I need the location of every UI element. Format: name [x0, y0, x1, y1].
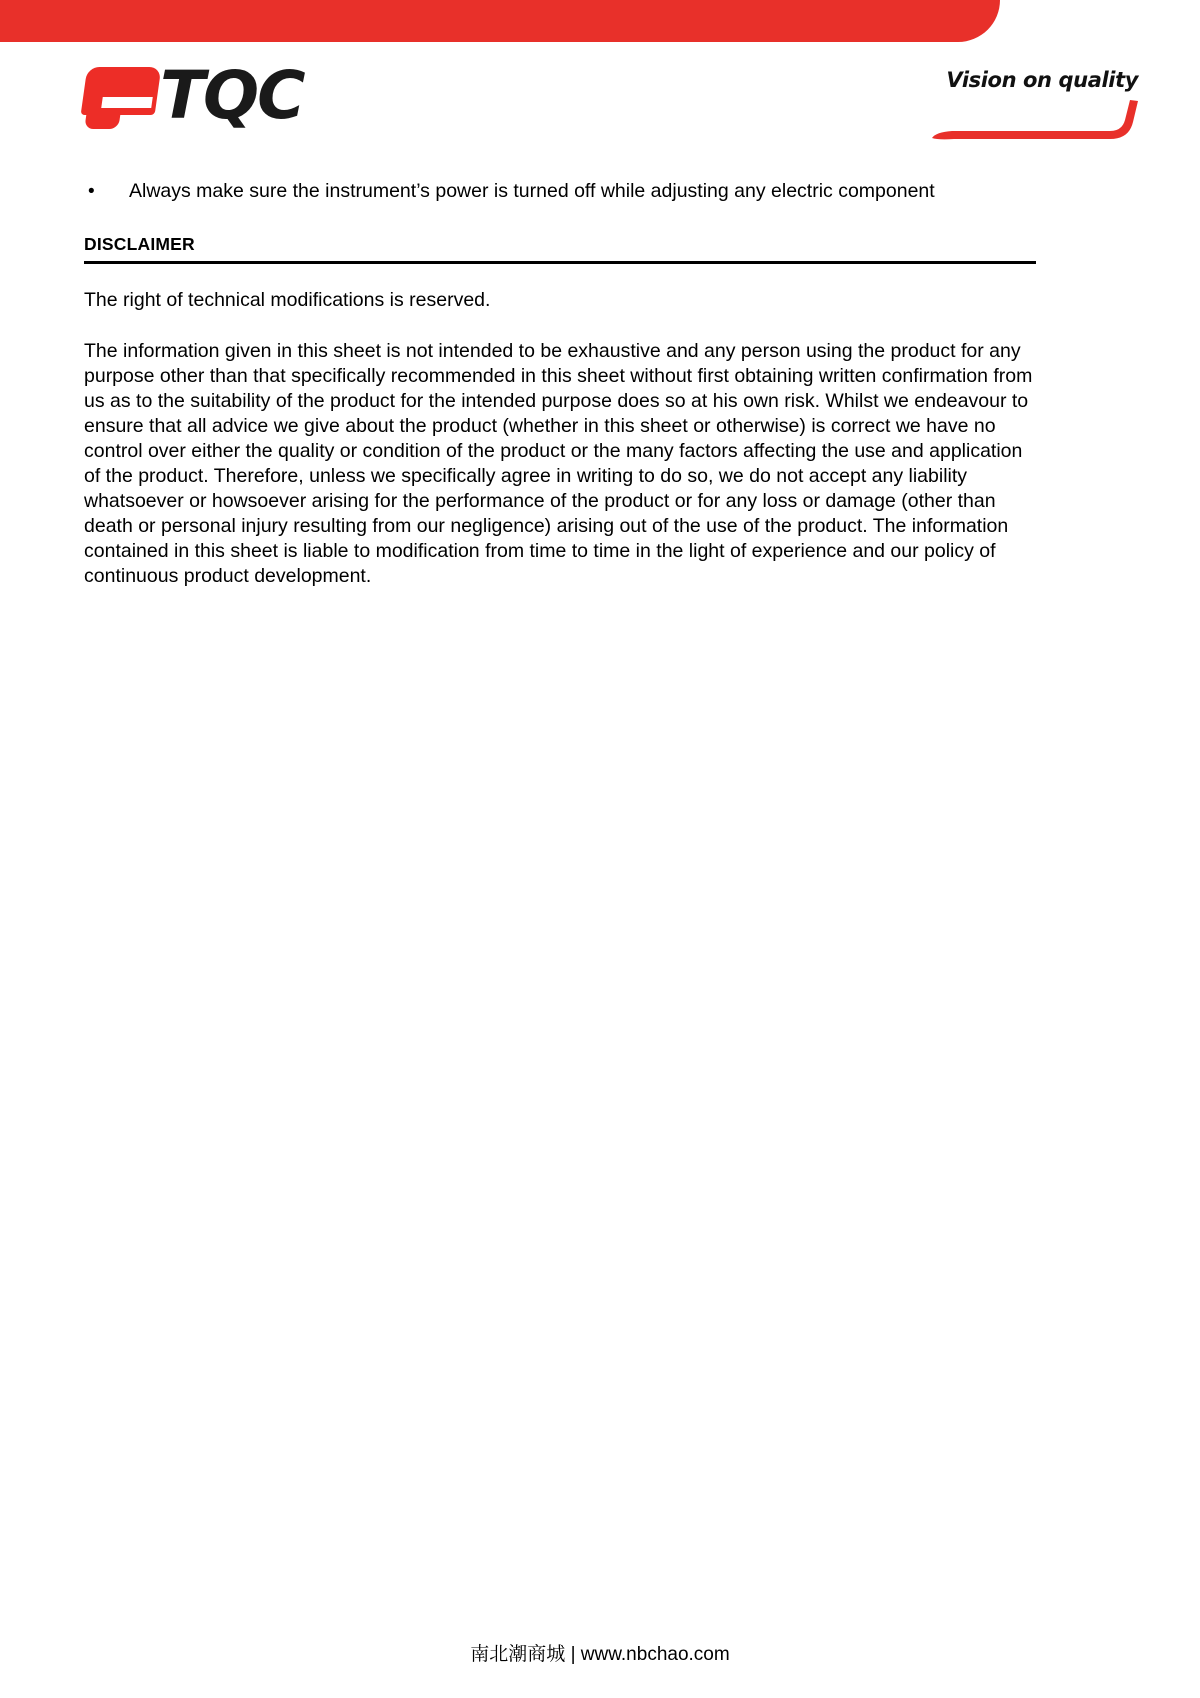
page-title: DISCLAIMER — [84, 234, 195, 255]
heading-divider — [84, 261, 1036, 264]
brand-name: TQC — [160, 57, 304, 134]
list-item-text: Always make sure the instrument’s power is turned off while adjusting any electric component — [129, 180, 935, 202]
brand-tagline: Vision on quality — [946, 68, 1138, 92]
list-item — [84, 178, 1036, 204]
bullet-marker-icon: • — [88, 181, 95, 202]
header-red-bar — [0, 0, 1000, 42]
logo-mark-slot — [101, 97, 153, 108]
paragraph-disclaimer-body: The information given in this sheet is not intended to be exhaustive and any person using the product for any purpose other than that specifically recommended in this sheet without first obtaining written confirmation from us as to the suitability of the product for the intended purpose does so at his own risk. Whilst we endeavour to ensure that all advice we give about the product (whether in this sheet or otherwise) is correct we have no control over either the quality or condition of the product or the many factors affecting the use and application of the product. Therefore, unless we specifically agree in writing to do so, we do not accept any liability whatsoever or howsoever arising for the performance of the product or for any loss or damage (other than death or personal injury resulting from our negligence) arising out of the use of the product. The information contained in this sheet is liable to modification from time to time in the light of experience and our policy of continuous product development. — [84, 340, 1033, 587]
brand-logo — [80, 57, 304, 134]
brand-tagline-block — [918, 68, 1138, 92]
footer-watermark: 南北潮商城 | www.nbchao.com — [470, 1644, 730, 1665]
logo-mark-foot — [84, 105, 121, 129]
red-swoosh-underline-icon — [930, 98, 1142, 142]
paragraph-technical-modifications: The right of technical modifications is reserved. — [84, 289, 491, 312]
document-content — [84, 178, 1036, 608]
safety-bullet-list — [84, 178, 1036, 204]
tqc-logo-mark-icon — [80, 67, 158, 129]
